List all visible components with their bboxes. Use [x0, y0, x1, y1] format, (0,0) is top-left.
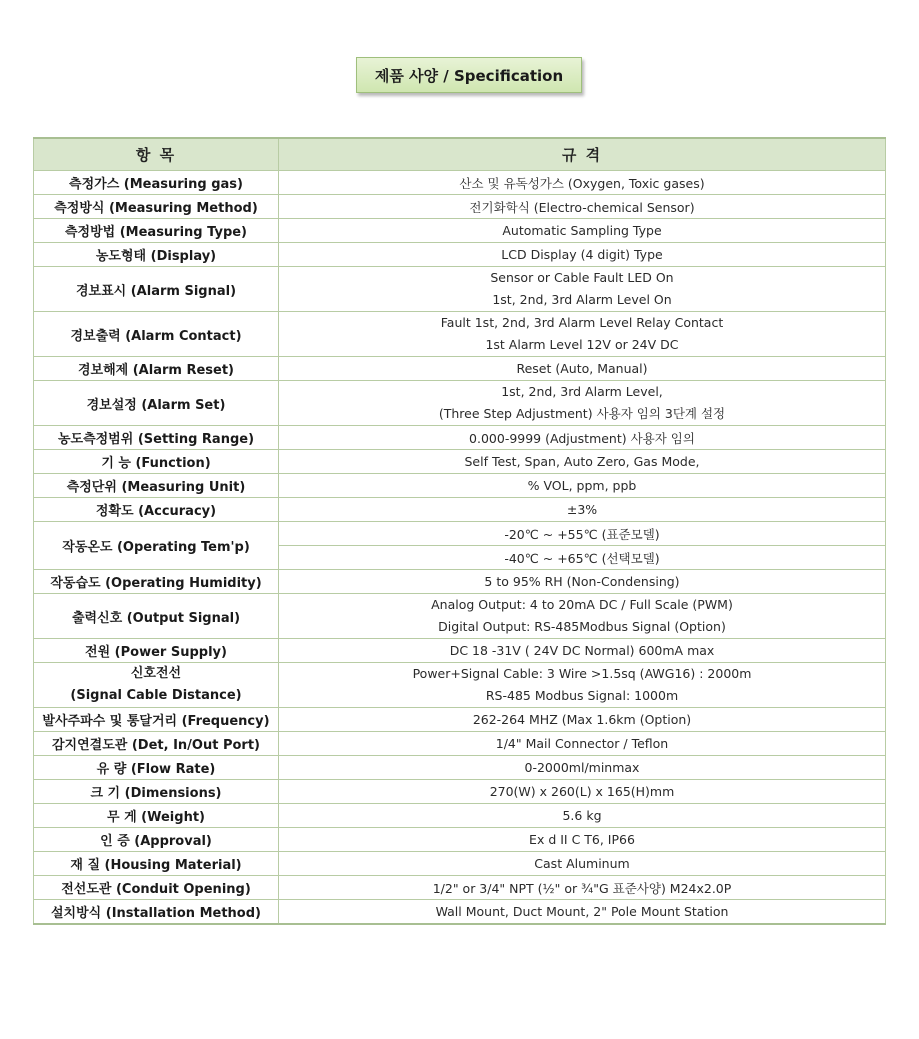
spec-value-line: Fault 1st, 2nd, 3rd Alarm Level Relay Contact — [440, 315, 724, 330]
spec-label-line: 신호전선 — [130, 666, 182, 681]
table-row — [34, 357, 886, 381]
spec-value — [279, 267, 886, 312]
spec-value: Wall Mount, Duct Mount, 2" Pole Mount Station — [279, 900, 886, 924]
spec-value: Ex d II C T6, IP66 — [279, 828, 886, 852]
spec-label: 발사주파수 및 통달거리 (Frequency) — [34, 708, 279, 732]
spec-value — [279, 381, 886, 426]
spec-label: 측정가스 (Measuring gas) — [34, 171, 279, 195]
spec-value: 1/2" or 3/4" NPT (½" or ¾"G 표준사양) M24x2.0P — [279, 876, 886, 900]
spec-label: 경보출력 (Alarm Contact) — [34, 312, 279, 357]
table-row — [34, 900, 886, 924]
spec-value: DC 18 -31V ( 24V DC Normal) 600mA max — [279, 639, 886, 663]
spec-value — [279, 594, 886, 639]
spec-label: 감지연결도관 (Det, In/Out Port) — [34, 732, 279, 756]
spec-value-line: RS-485 Modbus Signal: 1000m — [485, 688, 679, 703]
header-spec: 규 격 — [279, 138, 886, 171]
spec-label: 재 질 (Housing Material) — [34, 852, 279, 876]
spec-label: 농도측정범위 (Setting Range) — [34, 426, 279, 450]
table-row — [34, 780, 886, 804]
spec-value: Cast Aluminum — [279, 852, 886, 876]
table-row — [34, 498, 886, 522]
spec-value — [279, 312, 886, 357]
table-row — [34, 756, 886, 780]
spec-value-line: 1st, 2nd, 3rd Alarm Level, — [501, 384, 663, 399]
spec-value-line: 1st, 2nd, 3rd Alarm Level On — [492, 292, 672, 307]
spec-label: 출력신호 (Output Signal) — [34, 594, 279, 639]
page-title: 제품 사양 / Specification — [356, 57, 582, 93]
spec-value-line: (Three Step Adjustment) 사용자 임의 3단계 설정 — [438, 406, 726, 421]
spec-value: -40℃ ~ +65℃ (선택모델) — [279, 546, 886, 570]
spec-label: 측정단위 (Measuring Unit) — [34, 474, 279, 498]
spec-value: 산소 및 유독성가스 (Oxygen, Toxic gases) — [279, 171, 886, 195]
table-row — [34, 876, 886, 900]
spec-label: 측정방식 (Measuring Method) — [34, 195, 279, 219]
spec-label: 전선도관 (Conduit Opening) — [34, 876, 279, 900]
spec-value: -20℃ ~ +55℃ (표준모델) — [279, 522, 886, 546]
table-row — [34, 732, 886, 756]
spec-value: 5 to 95% RH (Non-Condensing) — [279, 570, 886, 594]
spec-label: 측정방법 (Measuring Type) — [34, 219, 279, 243]
table-row — [34, 381, 886, 426]
spec-value: Reset (Auto, Manual) — [279, 357, 886, 381]
table-row — [34, 195, 886, 219]
table-row — [34, 639, 886, 663]
spec-value-line: Power+Signal Cable: 3 Wire >1.5sq (AWG16) : 2000m — [412, 666, 752, 681]
table-header-row — [34, 138, 886, 171]
table-row — [34, 708, 886, 732]
spec-label: 무 게 (Weight) — [34, 804, 279, 828]
spec-value: 262-264 MHZ (Max 1.6km (Option) — [279, 708, 886, 732]
spec-value: 0.000-9999 (Adjustment) 사용자 임의 — [279, 426, 886, 450]
table-row — [34, 663, 886, 708]
spec-value: % VOL, ppm, ppb — [279, 474, 886, 498]
spec-value: LCD Display (4 digit) Type — [279, 243, 886, 267]
spec-label: 경보해제 (Alarm Reset) — [34, 357, 279, 381]
table-row — [34, 219, 886, 243]
table-row — [34, 312, 886, 357]
spec-label: 정확도 (Accuracy) — [34, 498, 279, 522]
table-row — [34, 828, 886, 852]
table-row — [34, 594, 886, 639]
spec-value: 전기화학식 (Electro-chemical Sensor) — [279, 195, 886, 219]
spec-value: Automatic Sampling Type — [279, 219, 886, 243]
spec-value: 0-2000ml/minmax — [279, 756, 886, 780]
spec-label: 크 기 (Dimensions) — [34, 780, 279, 804]
table-row — [34, 267, 886, 312]
spec-label: 기 능 (Function) — [34, 450, 279, 474]
spec-value-line: Analog Output: 4 to 20mA DC / Full Scale (PWM) — [431, 597, 733, 612]
header-item: 항 목 — [34, 138, 279, 171]
spec-label-line: (Signal Cable Distance) — [70, 688, 242, 703]
table-row — [34, 450, 886, 474]
spec-value: 1/4" Mail Connector / Teflon — [279, 732, 886, 756]
table-row — [34, 522, 886, 546]
spec-label: 인 증 (Approval) — [34, 828, 279, 852]
spec-label: 유 량 (Flow Rate) — [34, 756, 279, 780]
spec-label: 농도형태 (Display) — [34, 243, 279, 267]
table-row — [34, 171, 886, 195]
spec-label: 경보표시 (Alarm Signal) — [34, 267, 279, 312]
spec-value-line: Digital Output: RS-485Modbus Signal (Option) — [438, 619, 726, 634]
spec-label — [34, 663, 279, 708]
table-body — [34, 171, 886, 924]
table-row — [34, 804, 886, 828]
spec-value-line: 1st Alarm Level 12V or 24V DC — [485, 337, 679, 352]
spec-label: 경보설정 (Alarm Set) — [34, 381, 279, 426]
spec-label: 작동온도 (Operating Tem'p) — [34, 522, 279, 570]
table-row — [34, 474, 886, 498]
spec-value-line: Sensor or Cable Fault LED On — [490, 270, 674, 285]
spec-label: 작동습도 (Operating Humidity) — [34, 570, 279, 594]
spec-label: 전원 (Power Supply) — [34, 639, 279, 663]
table-row — [34, 852, 886, 876]
spec-label: 설치방식 (Installation Method) — [34, 900, 279, 924]
table-row — [34, 243, 886, 267]
table-row — [34, 570, 886, 594]
spec-value — [279, 663, 886, 708]
spec-value: Self Test, Span, Auto Zero, Gas Mode, — [279, 450, 886, 474]
table-row — [34, 426, 886, 450]
spec-value: 5.6 kg — [279, 804, 886, 828]
spec-value: ±3% — [279, 498, 886, 522]
specification-table — [33, 137, 886, 925]
spec-value: 270(W) x 260(L) x 165(H)mm — [279, 780, 886, 804]
